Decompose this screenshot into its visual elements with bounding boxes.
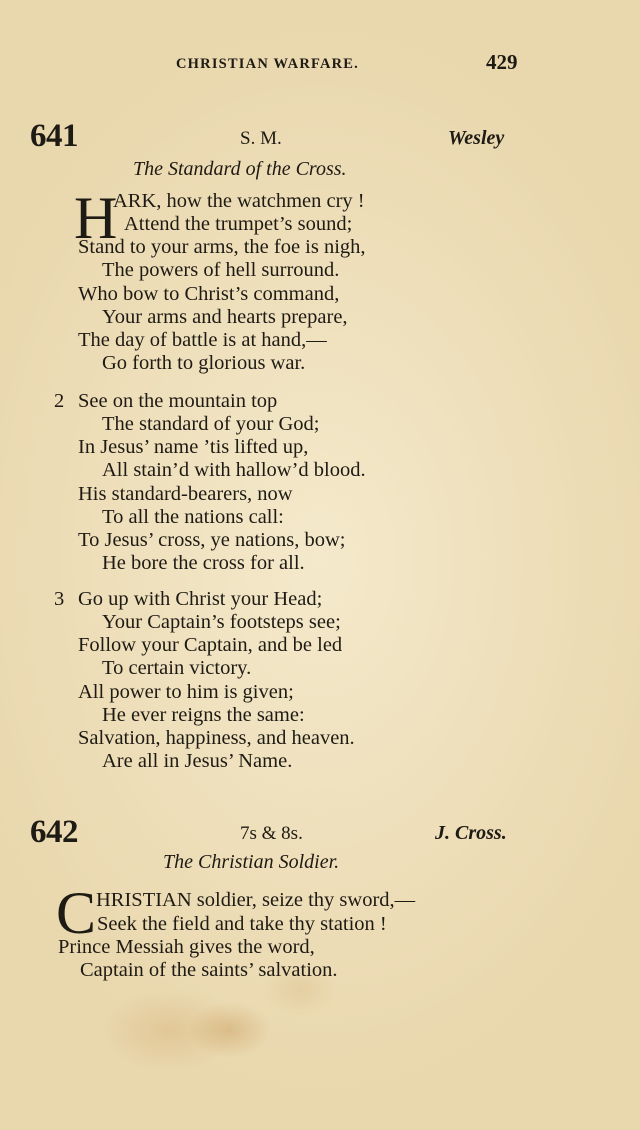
hymn-line: He ever reigns the same: <box>102 704 305 726</box>
hymn-title: The Christian Soldier. <box>163 851 340 873</box>
hymn-line: The day of battle is at hand,— <box>78 329 327 351</box>
drop-cap: H <box>74 185 118 251</box>
hymn-line: Go forth to glorious war. <box>102 352 306 374</box>
hymn-line: Captain of the saints’ salvation. <box>80 959 338 981</box>
stanza-number: 3 <box>54 588 65 610</box>
hymn-number: 642 <box>30 814 78 850</box>
hymn-line: Follow your Captain, and be led <box>78 634 343 656</box>
hymn-line: Seek the field and take thy station ! <box>97 913 387 935</box>
page-number: 429 <box>486 50 518 74</box>
hymn-line: The standard of your God; <box>102 413 320 435</box>
hymn-line: See on the mountain top <box>78 390 278 412</box>
hymn-line: To certain victory. <box>102 657 252 679</box>
hymn-line: Go up with Christ your Head; <box>78 588 323 610</box>
hymn-author: J. Cross. <box>435 822 507 844</box>
hymn-line: Attend the trumpet’s sound; <box>124 213 353 235</box>
hymn-line: All stain’d with hallow’d blood. <box>102 459 366 481</box>
hymn-line: Who bow to Christ’s command, <box>78 283 340 305</box>
hymn-line: HRISTIAN soldier, seize thy sword,— <box>96 889 416 911</box>
hymn-line: Your Captain’s footsteps see; <box>102 611 341 633</box>
hymn-line: Stand to your arms, the foe is nigh, <box>78 236 366 258</box>
hymn-line: In Jesus’ name ’tis lifted up, <box>78 436 309 458</box>
hymn-line: He bore the cross for all. <box>102 552 305 574</box>
hymn-line: The powers of hell surround. <box>102 259 340 281</box>
hymn-line: Your arms and hearts prepare, <box>102 306 348 328</box>
hymn-title: The Standard of the Cross. <box>133 158 347 180</box>
hymn-number: 641 <box>30 118 78 154</box>
hymn-author: Wesley <box>448 127 505 149</box>
hymn-line: Are all in Jesus’ Name. <box>102 750 293 772</box>
hymn-line: To Jesus’ cross, ye nations, bow; <box>78 529 346 551</box>
running-title: CHRISTIAN WARFARE. <box>176 56 360 72</box>
hymn-line: To all the nations call: <box>102 506 284 528</box>
hymn-meter: 7s & 8s. <box>240 823 303 844</box>
hymn-line: All power to him is given; <box>78 681 294 703</box>
hymn-meter: S. M. <box>240 128 282 149</box>
hymn-line: Prince Messiah gives the word, <box>58 936 315 958</box>
hymn-line: ARK, how the watchmen cry ! <box>113 190 365 212</box>
stanza-number: 2 <box>54 390 65 412</box>
hymn-line: His standard-bearers, now <box>78 483 293 505</box>
hymn-line: Salvation, happiness, and heaven. <box>78 727 355 749</box>
drop-cap: C <box>56 880 97 946</box>
